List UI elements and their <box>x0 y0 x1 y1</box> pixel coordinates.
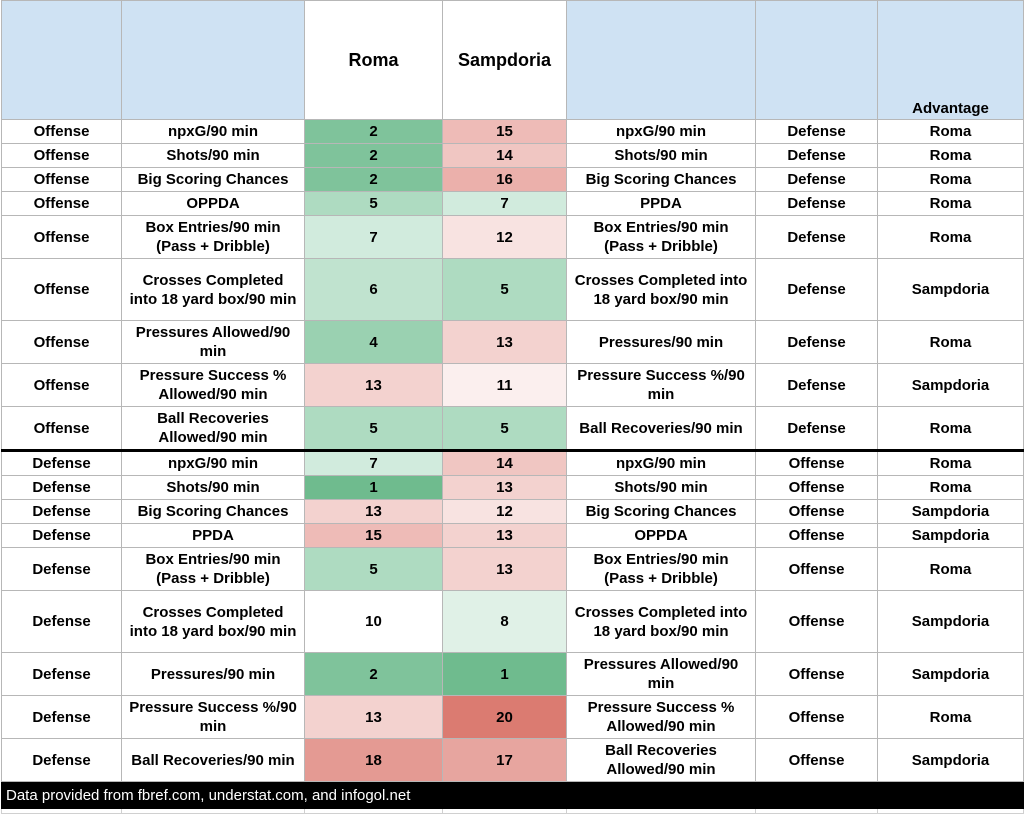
row-metric-cell: OPPDA <box>122 192 305 216</box>
opponent-side-cell: Defense <box>756 321 878 364</box>
row-side-cell: Offense <box>2 364 122 407</box>
opponent-side-cell: Offense <box>756 548 878 591</box>
table-row <box>2 407 1024 451</box>
table-row <box>2 321 1024 364</box>
team-b-value-cell: 13 <box>443 321 567 364</box>
table-row <box>2 548 1024 591</box>
team-b-value-cell: 8 <box>443 591 567 653</box>
row-metric-cell: Shots/90 min <box>122 144 305 168</box>
blank-cell <box>756 809 878 814</box>
row-side-cell: Defense <box>2 653 122 696</box>
advantage-cell: Roma <box>878 144 1024 168</box>
advantage-cell: Sampdoria <box>878 259 1024 321</box>
team-b-value-cell: 17 <box>443 739 567 782</box>
row-side-cell: Defense <box>2 696 122 739</box>
team-b-value-cell: 20 <box>443 696 567 739</box>
advantage-cell: Roma <box>878 696 1024 739</box>
row-metric-cell: Pressures Allowed/90 min <box>122 321 305 364</box>
opponent-side-cell: Defense <box>756 407 878 451</box>
footer-row <box>2 782 1024 809</box>
data-source-note: Data provided from fbref.com, understat.com, and infogol.net <box>2 782 1024 809</box>
advantage-cell: Roma <box>878 407 1024 451</box>
team-a-value-cell: 5 <box>305 548 443 591</box>
opponent-side-cell: Defense <box>756 192 878 216</box>
advantage-cell: Sampdoria <box>878 591 1024 653</box>
team-b-value-cell: 11 <box>443 364 567 407</box>
team-a-value-cell: 10 <box>305 591 443 653</box>
team-a-value-cell: 2 <box>305 653 443 696</box>
advantage-cell: Sampdoria <box>878 524 1024 548</box>
advantage-cell: Sampdoria <box>878 653 1024 696</box>
opponent-metric-cell: Box Entries/90 min (Pass + Dribble) <box>567 548 756 591</box>
row-side-cell: Offense <box>2 321 122 364</box>
blank-cell <box>567 809 756 814</box>
opponent-side-cell: Defense <box>756 216 878 259</box>
team-a-value-cell: 13 <box>305 500 443 524</box>
table-row <box>2 653 1024 696</box>
opponent-side-cell: Offense <box>756 451 878 476</box>
advantage-cell: Roma <box>878 321 1024 364</box>
opponent-side-cell: Defense <box>756 144 878 168</box>
team-b-value-cell: 13 <box>443 524 567 548</box>
opponent-metric-cell: npxG/90 min <box>567 451 756 476</box>
advantage-cell: Sampdoria <box>878 500 1024 524</box>
team-a-header: Roma <box>305 1 443 120</box>
advantage-cell: Roma <box>878 476 1024 500</box>
row-metric-cell: Ball Recoveries/90 min <box>122 739 305 782</box>
opponent-metric-cell: Pressures Allowed/90 min <box>567 653 756 696</box>
table-row <box>2 192 1024 216</box>
row-metric-cell: Crosses Completed into 18 yard box/90 min <box>122 591 305 653</box>
opponent-side-cell: Offense <box>756 591 878 653</box>
team-a-value-cell: 2 <box>305 168 443 192</box>
header-row <box>2 1 1024 120</box>
team-b-value-cell: 13 <box>443 476 567 500</box>
opponent-metric-cell: Ball Recoveries Allowed/90 min <box>567 739 756 782</box>
row-side-cell: Offense <box>2 120 122 144</box>
table-row <box>2 524 1024 548</box>
header-blank <box>2 1 122 120</box>
table-row <box>2 144 1024 168</box>
opponent-metric-cell: npxG/90 min <box>567 120 756 144</box>
row-side-cell: Defense <box>2 451 122 476</box>
opponent-metric-cell: Pressure Success %/90 min <box>567 364 756 407</box>
table-row <box>2 364 1024 407</box>
row-metric-cell: Box Entries/90 min (Pass + Dribble) <box>122 216 305 259</box>
row-side-cell: Offense <box>2 192 122 216</box>
blank-cell <box>878 809 1024 814</box>
opponent-side-cell: Offense <box>756 696 878 739</box>
opponent-side-cell: Offense <box>756 524 878 548</box>
opponent-metric-cell: Crosses Completed into 18 yard box/90 min <box>567 591 756 653</box>
row-metric-cell: Big Scoring Chances <box>122 168 305 192</box>
table-row <box>2 168 1024 192</box>
row-side-cell: Defense <box>2 591 122 653</box>
row-side-cell: Offense <box>2 259 122 321</box>
team-b-value-cell: 7 <box>443 192 567 216</box>
opponent-metric-cell: Box Entries/90 min (Pass + Dribble) <box>567 216 756 259</box>
row-side-cell: Defense <box>2 476 122 500</box>
row-side-cell: Offense <box>2 216 122 259</box>
team-a-value-cell: 13 <box>305 364 443 407</box>
header-blank <box>756 1 878 120</box>
team-a-value-cell: 5 <box>305 192 443 216</box>
row-side-cell: Defense <box>2 739 122 782</box>
row-metric-cell: npxG/90 min <box>122 120 305 144</box>
row-side-cell: Offense <box>2 168 122 192</box>
opponent-metric-cell: PPDA <box>567 192 756 216</box>
blank-row <box>2 809 1024 814</box>
table-row <box>2 120 1024 144</box>
table-row <box>2 500 1024 524</box>
team-a-value-cell: 4 <box>305 321 443 364</box>
team-b-value-cell: 5 <box>443 407 567 451</box>
team-b-value-cell: 1 <box>443 653 567 696</box>
table-row <box>2 476 1024 500</box>
team-a-value-cell: 1 <box>305 476 443 500</box>
team-a-value-cell: 18 <box>305 739 443 782</box>
table-row <box>2 216 1024 259</box>
team-b-value-cell: 13 <box>443 548 567 591</box>
team-a-value-cell: 13 <box>305 696 443 739</box>
header-blank <box>122 1 305 120</box>
team-b-value-cell: 14 <box>443 144 567 168</box>
blank-cell <box>122 809 305 814</box>
opponent-metric-cell: Big Scoring Chances <box>567 500 756 524</box>
team-b-value-cell: 15 <box>443 120 567 144</box>
team-a-value-cell: 5 <box>305 407 443 451</box>
team-b-header: Sampdoria <box>443 1 567 120</box>
opponent-metric-cell: Crosses Completed into 18 yard box/90 min <box>567 259 756 321</box>
opponent-metric-cell: Shots/90 min <box>567 144 756 168</box>
table-row <box>2 451 1024 476</box>
opponent-metric-cell: OPPDA <box>567 524 756 548</box>
advantage-cell: Roma <box>878 192 1024 216</box>
table-row <box>2 591 1024 653</box>
opponent-metric-cell: Pressure Success % Allowed/90 min <box>567 696 756 739</box>
row-side-cell: Offense <box>2 407 122 451</box>
team-b-value-cell: 5 <box>443 259 567 321</box>
opponent-side-cell: Offense <box>756 653 878 696</box>
table-row <box>2 696 1024 739</box>
comparison-table <box>1 0 1024 814</box>
table-row <box>2 259 1024 321</box>
opponent-metric-cell: Shots/90 min <box>567 476 756 500</box>
row-metric-cell: Crosses Completed into 18 yard box/90 min <box>122 259 305 321</box>
advantage-cell: Roma <box>878 120 1024 144</box>
row-metric-cell: Box Entries/90 min (Pass + Dribble) <box>122 548 305 591</box>
advantage-cell: Roma <box>878 168 1024 192</box>
blank-cell <box>443 809 567 814</box>
advantage-cell: Sampdoria <box>878 364 1024 407</box>
row-side-cell: Offense <box>2 144 122 168</box>
team-a-value-cell: 7 <box>305 216 443 259</box>
opponent-side-cell: Defense <box>756 259 878 321</box>
team-a-value-cell: 7 <box>305 451 443 476</box>
opponent-side-cell: Offense <box>756 739 878 782</box>
row-metric-cell: Pressures/90 min <box>122 653 305 696</box>
opponent-metric-cell: Pressures/90 min <box>567 321 756 364</box>
team-b-value-cell: 12 <box>443 500 567 524</box>
blank-cell <box>2 809 122 814</box>
row-metric-cell: Shots/90 min <box>122 476 305 500</box>
team-b-value-cell: 16 <box>443 168 567 192</box>
header-blank <box>567 1 756 120</box>
opponent-metric-cell: Ball Recoveries/90 min <box>567 407 756 451</box>
row-metric-cell: Pressure Success %/90 min <box>122 696 305 739</box>
team-b-value-cell: 12 <box>443 216 567 259</box>
table-row <box>2 739 1024 782</box>
row-side-cell: Defense <box>2 524 122 548</box>
advantage-cell: Roma <box>878 548 1024 591</box>
row-metric-cell: Big Scoring Chances <box>122 500 305 524</box>
row-metric-cell: PPDA <box>122 524 305 548</box>
team-a-value-cell: 15 <box>305 524 443 548</box>
row-metric-cell: Ball Recoveries Allowed/90 min <box>122 407 305 451</box>
opponent-metric-cell: Big Scoring Chances <box>567 168 756 192</box>
row-side-cell: Defense <box>2 548 122 591</box>
team-a-value-cell: 6 <box>305 259 443 321</box>
blank-cell <box>305 809 443 814</box>
row-metric-cell: Pressure Success % Allowed/90 min <box>122 364 305 407</box>
team-a-value-cell: 2 <box>305 144 443 168</box>
opponent-side-cell: Offense <box>756 500 878 524</box>
opponent-side-cell: Offense <box>756 476 878 500</box>
opponent-side-cell: Defense <box>756 364 878 407</box>
advantage-cell: Roma <box>878 451 1024 476</box>
row-side-cell: Defense <box>2 500 122 524</box>
advantage-cell: Roma <box>878 216 1024 259</box>
advantage-cell: Sampdoria <box>878 739 1024 782</box>
team-b-value-cell: 14 <box>443 451 567 476</box>
opponent-side-cell: Defense <box>756 120 878 144</box>
team-a-value-cell: 2 <box>305 120 443 144</box>
advantage-header: Advantage <box>878 1 1024 120</box>
row-metric-cell: npxG/90 min <box>122 451 305 476</box>
opponent-side-cell: Defense <box>756 168 878 192</box>
